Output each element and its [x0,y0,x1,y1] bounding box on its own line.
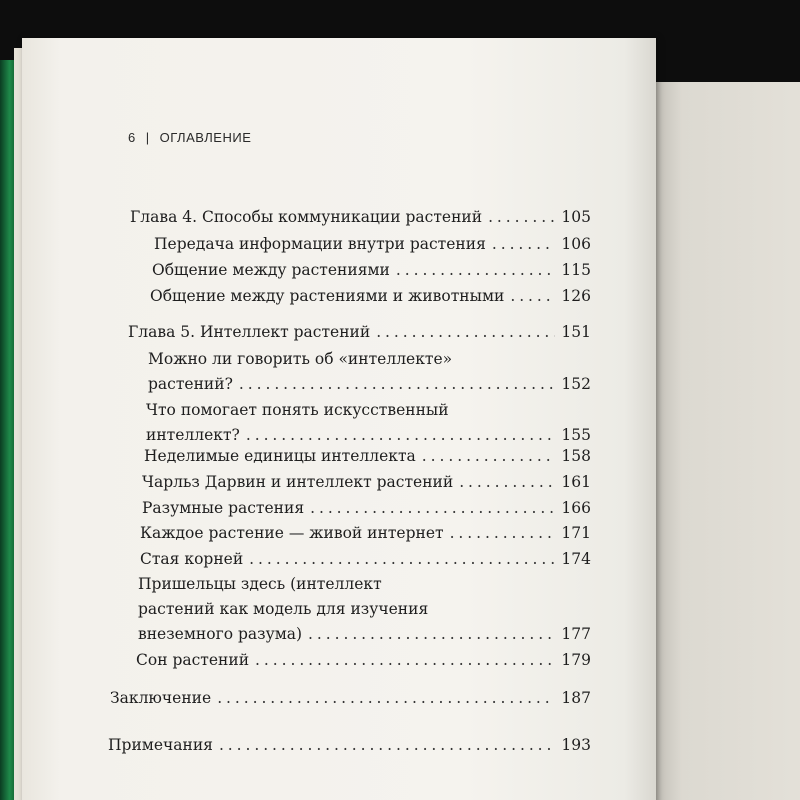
leader-dots [459,472,555,492]
toc-entry [154,234,591,254]
toc-entry-chapter-5 [128,322,591,342]
toc-entry [142,472,591,492]
toc-entry [146,425,591,445]
toc-entry-page: 106 [561,235,591,253]
leader-dots [510,286,555,306]
toc-entry-page: 105 [561,208,591,226]
toc-entry-title-line: Что помогает понять искусственный [146,401,449,419]
toc-entry-title: Стая корней [140,550,244,568]
toc-entry-page: 115 [561,261,591,279]
page-number: 6 [128,130,136,145]
toc-entry-page: 174 [561,550,591,568]
toc-entry-page: 152 [561,375,591,393]
toc-entry [136,650,591,670]
leader-dots [239,374,556,394]
toc-entry-page: 193 [561,736,591,754]
toc-entry-title: Общение между растениями и животными [150,287,505,305]
toc-entry-page: 179 [561,651,591,669]
toc-entry-title: Передача информации внутри растения [154,235,486,253]
leader-dots [219,735,555,755]
toc-entry-page: 166 [561,499,591,517]
leader-dots [422,446,556,466]
leader-dots [217,688,555,708]
toc-entry-title: внеземного разума) [138,625,303,643]
facing-page [650,82,800,800]
toc-entry [148,374,591,394]
toc-entry [142,498,591,518]
toc-entry [138,624,591,644]
leader-dots [308,624,555,644]
toc-entry-title: интеллект? [146,426,240,444]
toc-entry [140,523,591,543]
toc-entry-title: Примечания [108,736,213,754]
toc-entry [140,549,591,569]
toc-entry [152,260,591,280]
leader-dots [310,498,555,518]
toc-entry-title-line: Можно ли говорить об «интеллекте» [148,350,453,368]
leader-dots [255,650,555,670]
toc-entry-title: Неделимые единицы интеллекта [144,447,416,465]
toc-entry-page: 187 [561,689,591,707]
leader-dots [488,207,555,227]
toc-entry-title: Глава 5. Интеллект растений [128,323,371,341]
toc-entry-title-line: растений как модель для изучения [138,600,429,618]
section-title: ОГЛАВЛЕНИЕ [159,130,252,145]
leader-dots [450,523,556,543]
running-head [128,130,251,145]
toc-entry-page: 151 [561,323,591,341]
toc-entry-chapter-4 [130,207,591,227]
running-head-separator: | [145,130,150,145]
toc-entry-page: 158 [561,447,591,465]
toc-entry-page: 126 [561,287,591,305]
leader-dots [249,549,555,569]
leader-dots [376,322,555,342]
toc-entry-page: 161 [561,473,591,491]
toc-entry-title: Глава 4. Способы коммуникации растений [130,208,483,226]
toc-entry-notes [108,735,591,755]
toc-entry-page: 155 [561,426,591,444]
toc-entry [144,446,591,466]
toc-entry-title: Каждое растение — живой интернет [140,524,444,542]
toc-entry-title: Разумные растения [142,499,305,517]
leader-dots [492,234,556,254]
leader-dots [396,260,556,280]
toc-entry-page: 171 [561,524,591,542]
toc-entry [150,286,591,306]
toc-entry-page: 177 [561,625,591,643]
toc-entry-title: Сон растений [136,651,250,669]
leader-dots [246,425,556,445]
toc-entry-title: Заключение [110,689,212,707]
toc-entry-title: Общение между растениями [152,261,390,279]
toc-entry-title: Чарльз Дарвин и интеллект растений [142,473,454,491]
toc-entry-conclusion [110,688,591,708]
toc-entry-title: растений? [148,375,233,393]
toc-entry-title-line: Пришельцы здесь (интеллект [138,575,382,593]
